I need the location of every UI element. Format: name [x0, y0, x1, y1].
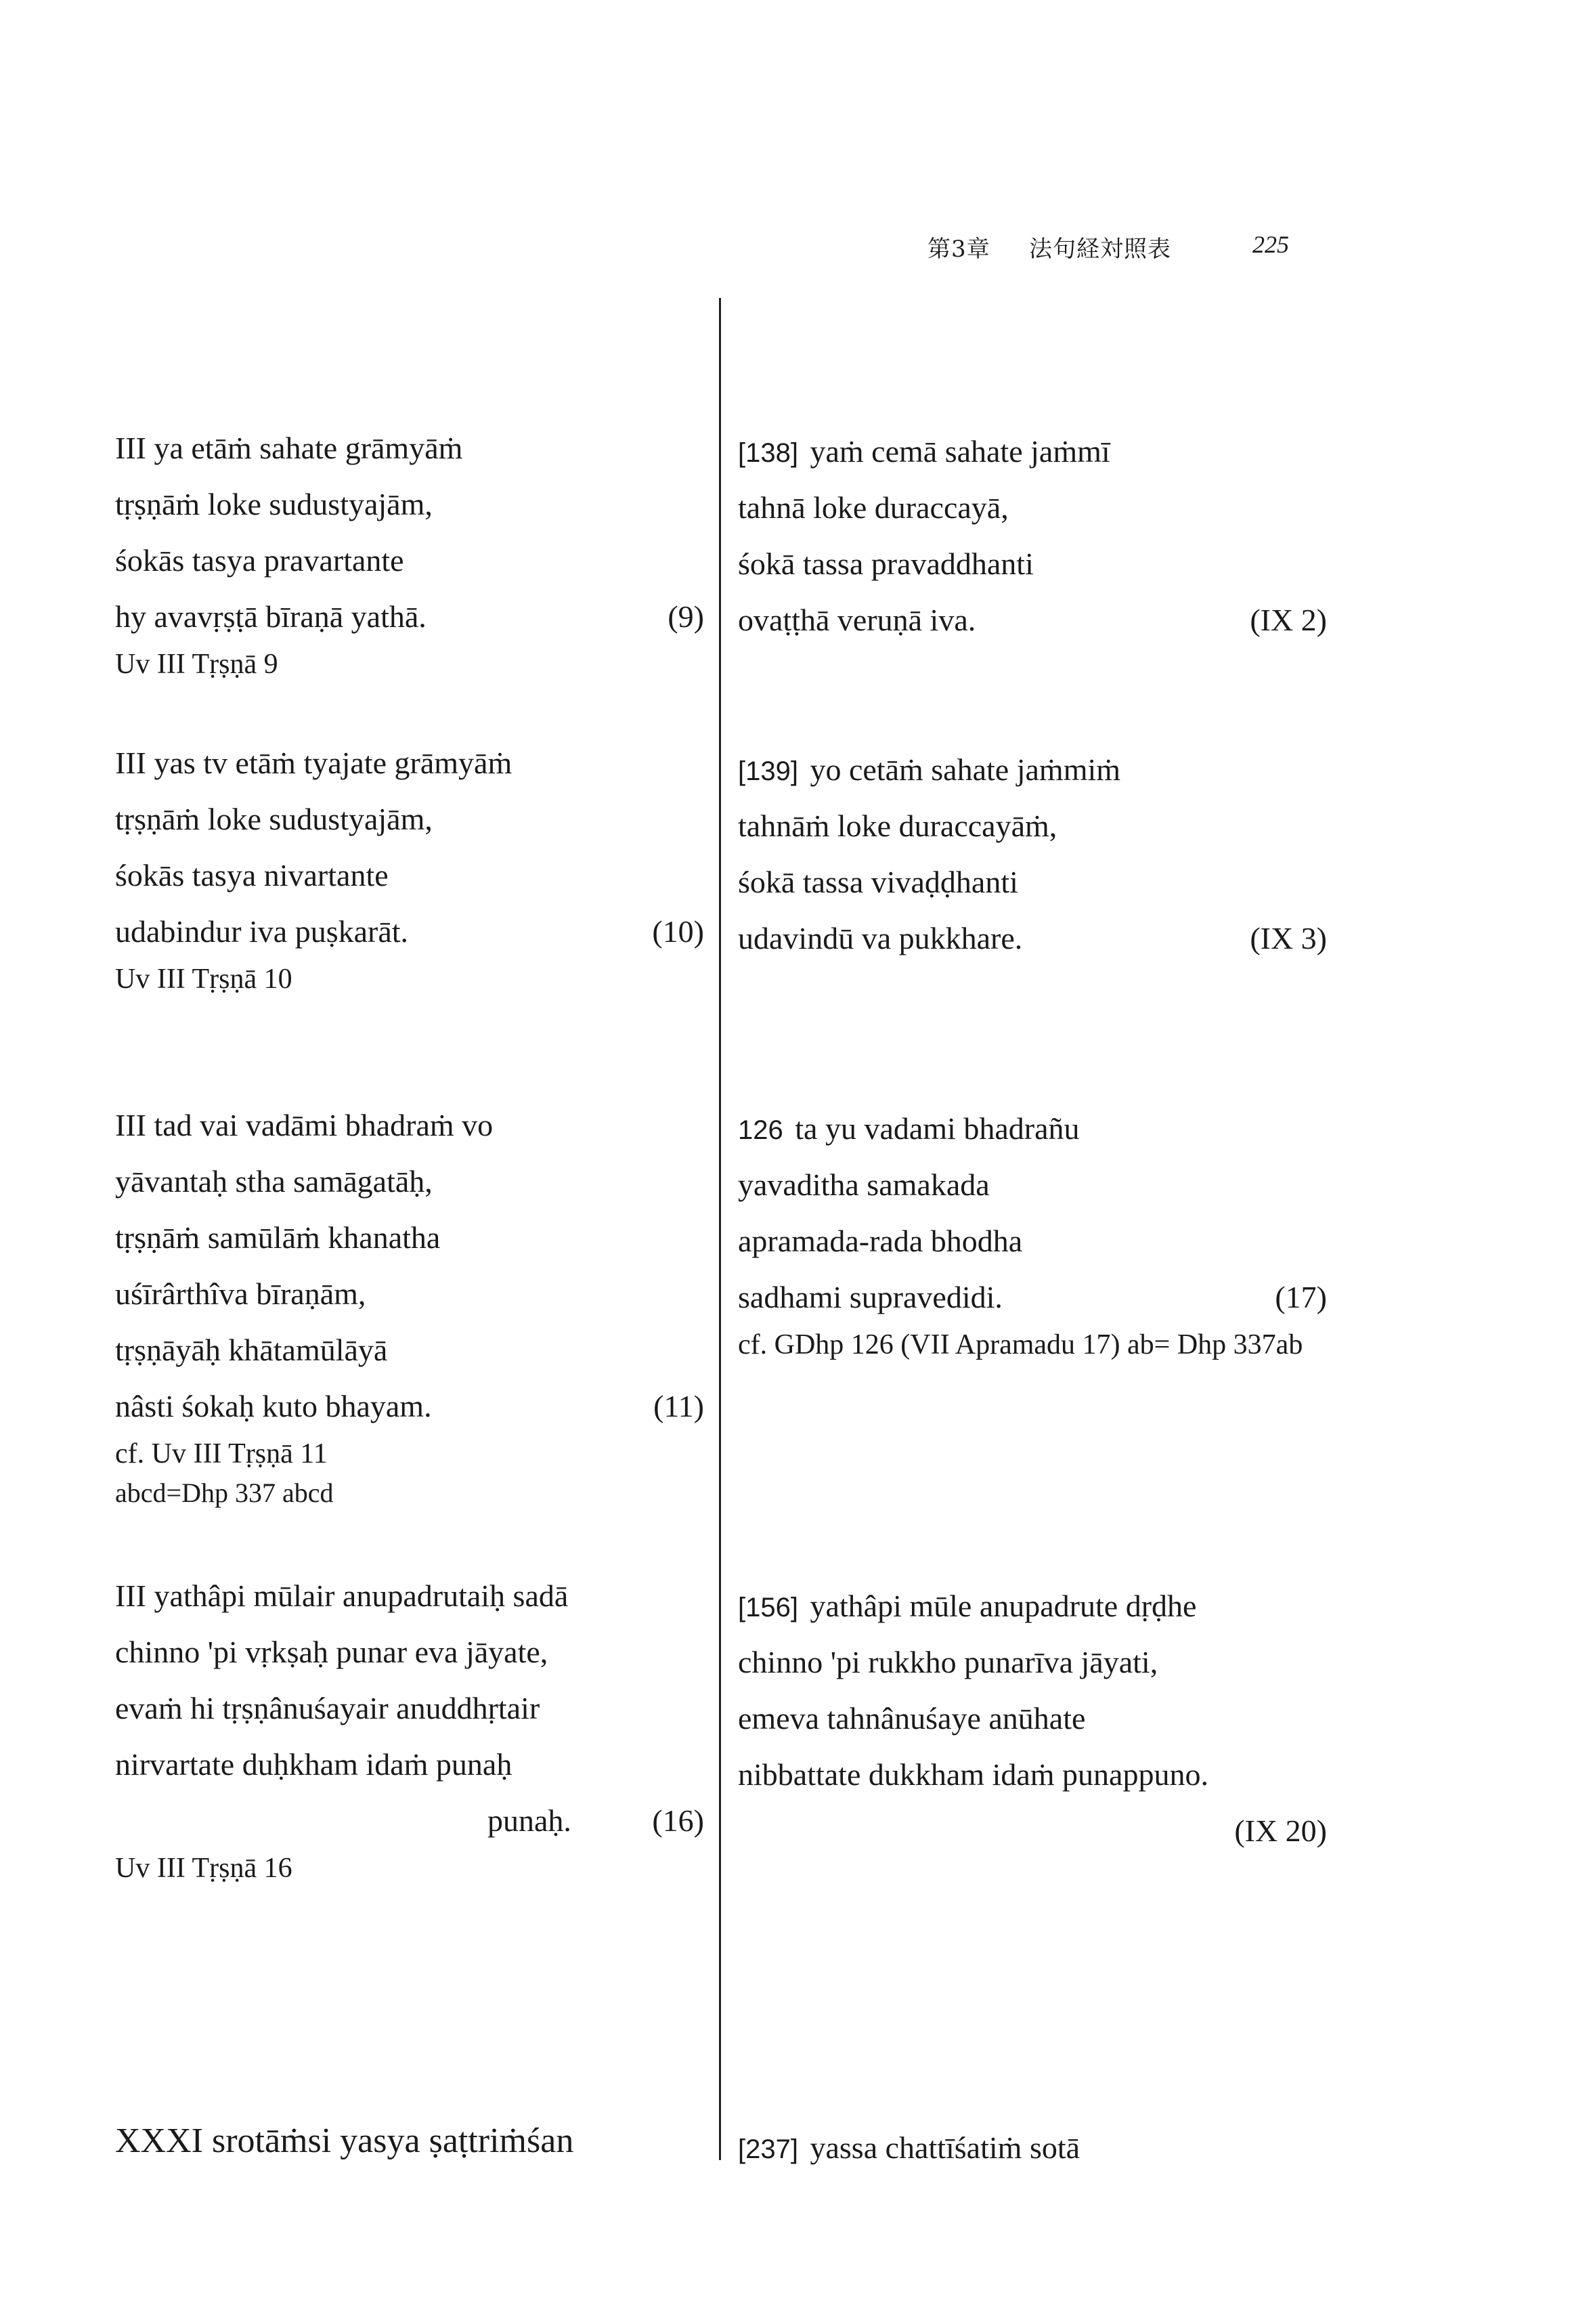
verse-line: apramada-rada bhodha: [738, 1224, 1023, 1258]
verse-right-1: [738, 423, 1327, 648]
verse-line: III yas tv etāṁ tyajate grāmyāṁ: [115, 746, 512, 780]
verse-line-last: [115, 1378, 704, 1434]
verse-line: tahnāṁ loke duraccayāṁ,: [738, 809, 1057, 843]
verse-number: (17): [1275, 1280, 1327, 1314]
reference: Uv III Tṛṣṇā 9: [115, 649, 278, 680]
verse-line: nirvartate duḥkham idaṁ punaḥ: [115, 1747, 512, 1782]
reference: Uv III Tṛṣṇā 16: [115, 1853, 292, 1884]
reference: Uv III Tṛṣṇā 10: [115, 964, 292, 995]
verse-line-text: punaḥ.: [487, 1803, 571, 1838]
verse-line-text: ta yu vadami bhadrañu: [795, 1111, 1080, 1146]
verse-line: chinno 'pi vṛkṣaḥ punar eva jāyate,: [115, 1635, 548, 1669]
verse-line: uśīrârthîva bīraṇām,: [115, 1276, 366, 1311]
verse-line: III tad vai vadāmi bhadraṁ vo: [115, 1108, 494, 1142]
verse-line: III yathâpi mūlair anupadrutaiḥ sadā: [115, 1578, 569, 1613]
verse-line-last: [115, 903, 704, 960]
verse-line-text: yathâpi mūle anupadrute dṛḍhe: [810, 1589, 1197, 1623]
verse-tag: [156]: [738, 1593, 798, 1622]
chapter-label: 第3章: [927, 236, 990, 263]
verse-right-3: [738, 1100, 1327, 1364]
verse-line-last: [115, 588, 704, 645]
verse-line: [738, 1100, 1327, 1157]
verse-line: [738, 2119, 1327, 2176]
verse-line-last: [738, 592, 1327, 648]
verse-line-text: ovaṭṭhā veruṇā iva.: [738, 603, 976, 637]
verse-line: [738, 423, 1327, 479]
verse-number: (16): [652, 1803, 704, 1838]
reference: abcd=Dhp 337 abcd: [115, 1478, 334, 1508]
verse-line: nibbattate dukkham idaṁ punappuno.: [738, 1757, 1208, 1792]
verse-line: [738, 741, 1327, 798]
verse-tag: [237]: [738, 2134, 798, 2164]
verse-left-1: [115, 420, 704, 684]
verse-number: (IX 2): [1250, 603, 1327, 637]
verse-line: tṛṣṇāyāḥ khātamūlāyā: [115, 1333, 388, 1367]
verse-number: (10): [652, 914, 704, 949]
verse-line: śokās tasya nivartante: [115, 858, 389, 892]
verse-line: śokā tassa pravaddhanti: [738, 546, 1034, 581]
verse-line: XXXI srotāṁsi yasya ṣaṭtriṁśan: [115, 2122, 574, 2160]
verse-line: tahnā loke duraccayā,: [738, 490, 1009, 525]
verse-line-last: [738, 1269, 1327, 1325]
verse-line: śokās tasya pravartante: [115, 543, 404, 578]
verse-number: (11): [653, 1389, 704, 1423]
verse-line-text: sadhami supravedidi.: [738, 1280, 1003, 1314]
reference: cf. Uv III Tṛṣṇā 11: [115, 1438, 328, 1469]
verse-number: (IX 20): [1234, 1813, 1327, 1848]
verse-line: [738, 1578, 1327, 1634]
verse-tag: 126: [738, 1115, 783, 1145]
verse-right-2: [738, 741, 1327, 966]
verse-number: (9): [668, 599, 704, 634]
verse-line-text: yassa chattīśatiṁ sotā: [810, 2130, 1080, 2165]
verse-right-5: [738, 2119, 1327, 2176]
verse-line: emeva tahnânuśaye anūhate: [738, 1701, 1086, 1736]
verse-line-text: yo cetāṁ sahate jaṁmiṁ: [810, 752, 1121, 787]
page-number: 225: [1252, 231, 1289, 258]
reference: cf. GDhp 126 (VII Apramadu 17) ab= Dhp 337ab: [738, 1329, 1303, 1360]
verse-line: evaṁ hi tṛṣṇânuśayair anuddhṛtair: [115, 1691, 540, 1725]
verse-line: tṛṣṇāṁ samūlāṁ khanatha: [115, 1220, 441, 1255]
verse-tag: [139]: [738, 756, 798, 786]
verse-line-text: udabindur iva puṣkarāt.: [115, 914, 409, 949]
running-header: [927, 230, 1293, 271]
verse-left-4: [115, 1568, 704, 1888]
verse-line: tṛṣṇāṁ loke sudustyajām,: [115, 802, 433, 836]
verse-left-3: [115, 1097, 704, 1513]
verse-line-last: [738, 1803, 1327, 1859]
verse-right-4: [738, 1578, 1327, 1859]
verse-line-last: [738, 910, 1327, 966]
chapter-title: 法句経対照表: [1029, 236, 1171, 263]
verse-line: śokā tassa vivaḍḍhanti: [738, 865, 1018, 899]
column-divider: [719, 298, 721, 2160]
verse-line-last: [115, 1792, 704, 1849]
verse-line-text: udavindū va pukkhare.: [738, 921, 1023, 955]
verse-line: yāvantaḥ stha samāgatāḥ,: [115, 1164, 433, 1199]
verse-line: chinno 'pi rukkho punarīva jāyati,: [738, 1645, 1158, 1679]
verse-line: III ya etāṁ sahate grāmyāṁ: [115, 431, 463, 465]
verse-line-text: yaṁ cemā sahate jaṁmī: [810, 434, 1110, 469]
verse-number: (IX 3): [1250, 921, 1327, 955]
verse-line: tṛṣṇāṁ loke sudustyajām,: [115, 487, 433, 521]
verse-line-text: hy avavṛṣṭā bīraṇā yathā.: [115, 599, 427, 634]
verse-tag: [138]: [738, 438, 798, 468]
verse-left-5: [115, 2113, 704, 2169]
verse-line-text: nâsti śokaḥ kuto bhayam.: [115, 1389, 432, 1423]
verse-left-2: [115, 735, 704, 999]
verse-line: yavaditha samakada: [738, 1167, 990, 1202]
